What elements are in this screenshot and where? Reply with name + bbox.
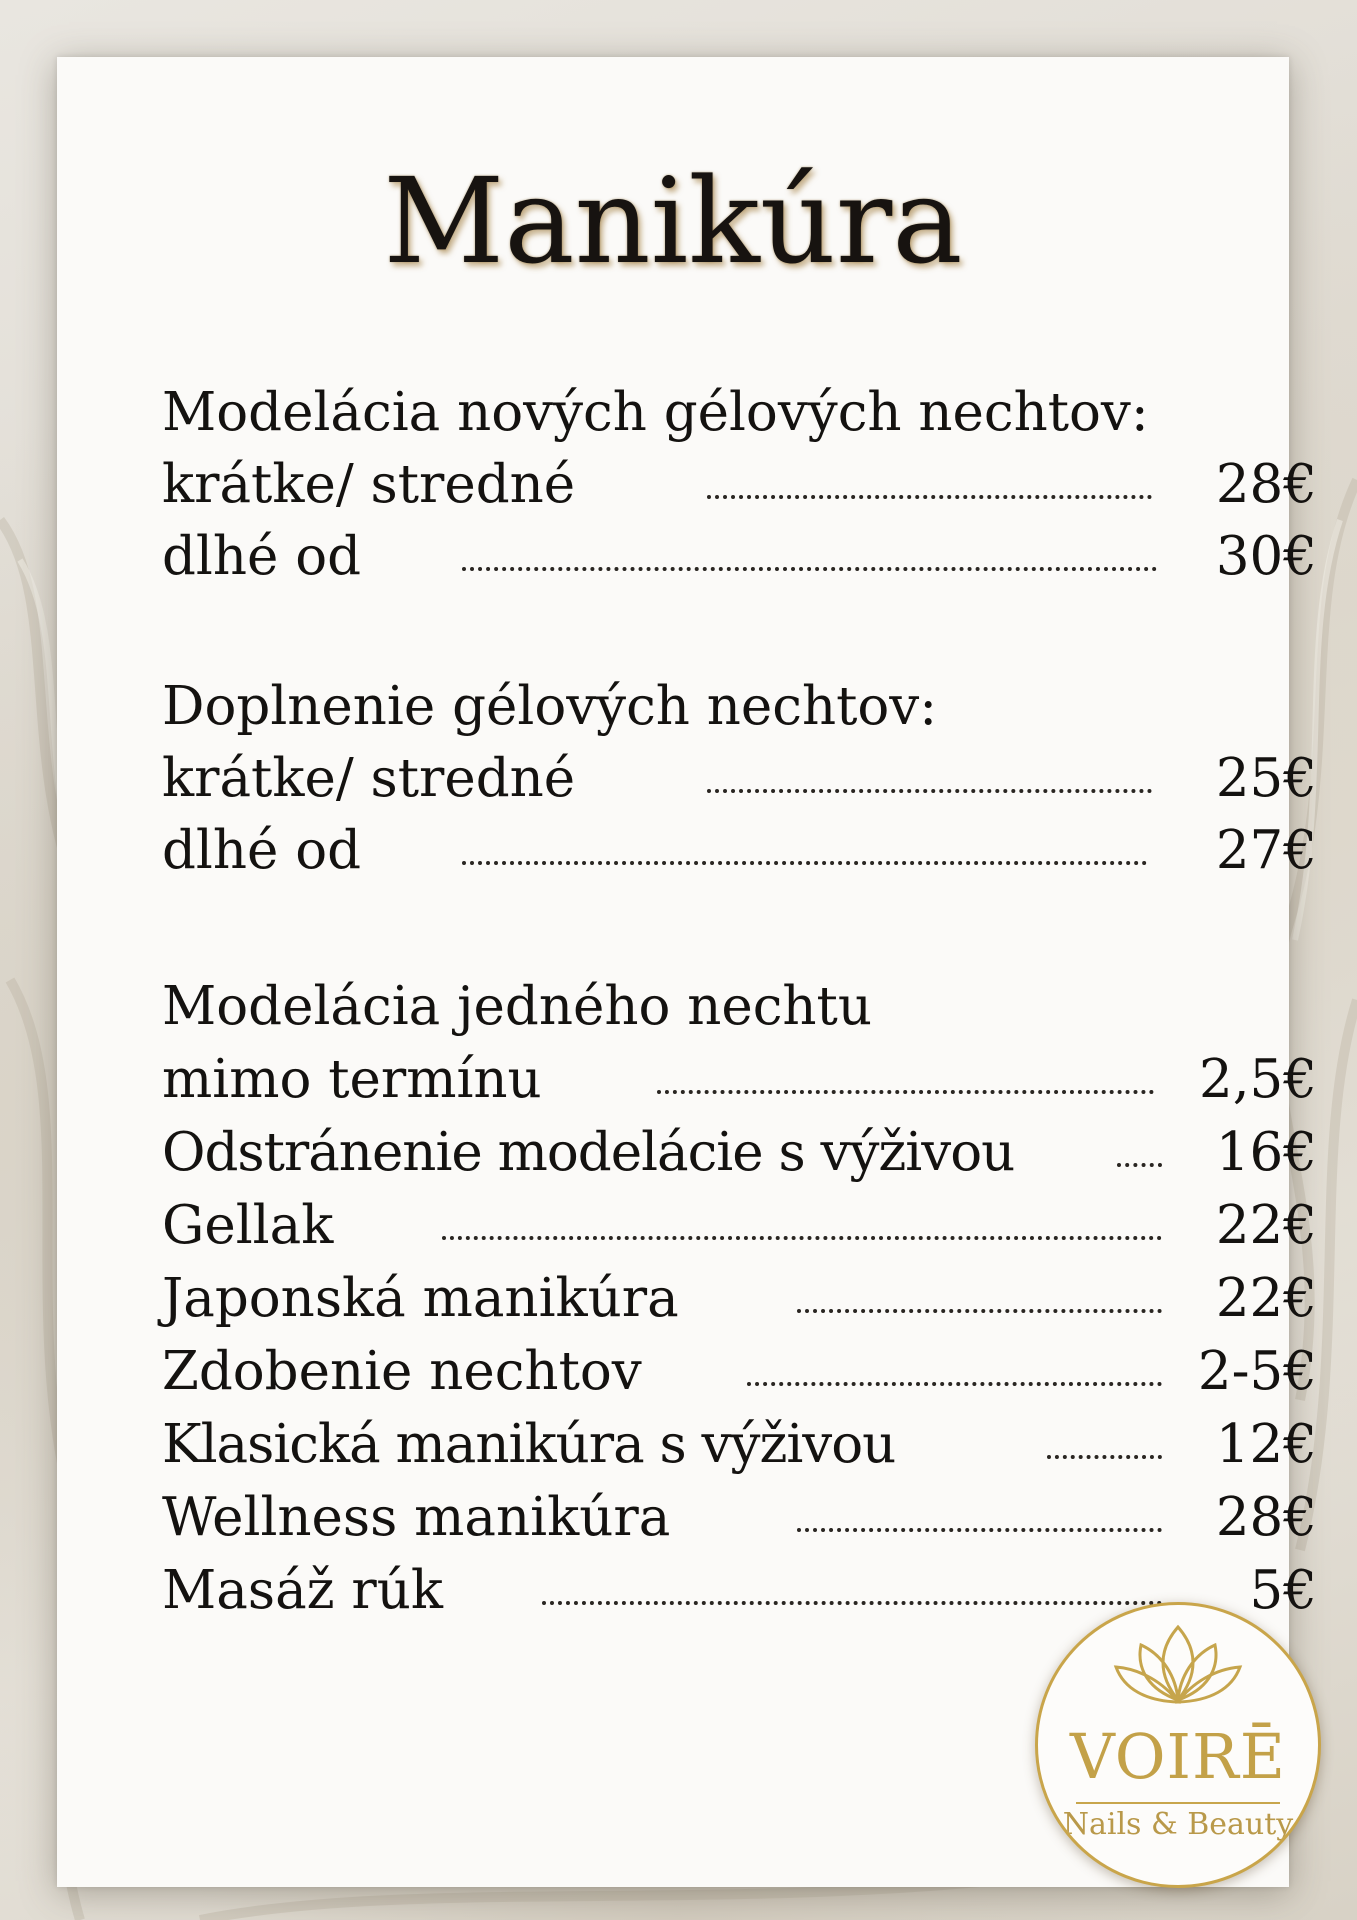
dotted-leader: [1117, 1163, 1162, 1167]
dotted-leader: [747, 1382, 1162, 1386]
service-price: 22€: [1215, 1195, 1317, 1256]
service-price: 5€: [1249, 1560, 1317, 1621]
list-item: [162, 749, 1317, 809]
service-price: 16€: [1215, 1122, 1317, 1183]
section-heading: Doplnenie gélových nechtov:: [162, 676, 938, 737]
service-price: 2-5€: [1197, 1341, 1317, 1402]
list-item: [162, 1050, 1317, 1110]
list-item: [162, 1342, 1317, 1402]
list-item: [162, 1415, 1317, 1475]
service-name: Wellness manikúra: [162, 1487, 671, 1548]
service-price: 2,5€: [1198, 1049, 1317, 1110]
brand-logo: [1035, 1602, 1321, 1888]
service-price: 12€: [1215, 1414, 1317, 1475]
dotted-leader: [462, 861, 1147, 865]
brand-name: VOIRĒ: [1070, 1720, 1286, 1793]
dotted-leader: [797, 1528, 1162, 1532]
service-price: 30€: [1215, 526, 1317, 587]
lotus-icon: [1038, 1605, 1318, 1725]
service-name: Japonská manikúra: [162, 1268, 679, 1329]
service-name: krátke/ stredné: [162, 748, 576, 809]
service-name: Klasická manikúra s výživou: [162, 1414, 896, 1475]
service-name: Odstránenie modelácie s výživou: [162, 1122, 1015, 1183]
brand-tagline: Nails & Beauty: [1062, 1807, 1294, 1842]
service-name: dlhé od: [162, 526, 362, 587]
dotted-leader: [797, 1309, 1162, 1313]
service-name: Gellak: [162, 1195, 334, 1256]
section-heading: Modelácia jedného nechtu: [162, 976, 872, 1037]
list-item: [162, 1196, 1317, 1256]
dotted-leader: [462, 567, 1157, 571]
service-price: 28€: [1215, 1487, 1317, 1548]
service-name: mimo termínu: [162, 1049, 542, 1110]
list-item: [162, 527, 1317, 587]
dotted-leader: [707, 495, 1152, 499]
service-price: 28€: [1215, 454, 1317, 515]
menu-title: Manikúra: [383, 152, 963, 290]
section-heading: Modelácia nových gélových nechtov:: [162, 382, 1149, 443]
service-price: 25€: [1215, 748, 1317, 809]
service-price: 27€: [1215, 820, 1317, 881]
list-item: [162, 1269, 1317, 1329]
logo-divider: [1076, 1802, 1280, 1804]
service-price: 22€: [1215, 1268, 1317, 1329]
list-item: [162, 455, 1317, 515]
dotted-leader: [1047, 1455, 1162, 1459]
list-item: [162, 1123, 1317, 1183]
service-name: dlhé od: [162, 820, 362, 881]
dotted-leader: [657, 1090, 1154, 1094]
list-item: [162, 821, 1317, 881]
list-item: [162, 1488, 1317, 1548]
service-name: Zdobenie nechtov: [162, 1341, 642, 1402]
service-name: krátke/ stredné: [162, 454, 576, 515]
service-name: Masáž rúk: [162, 1560, 444, 1621]
dotted-leader: [707, 789, 1152, 793]
dotted-leader: [442, 1236, 1162, 1240]
